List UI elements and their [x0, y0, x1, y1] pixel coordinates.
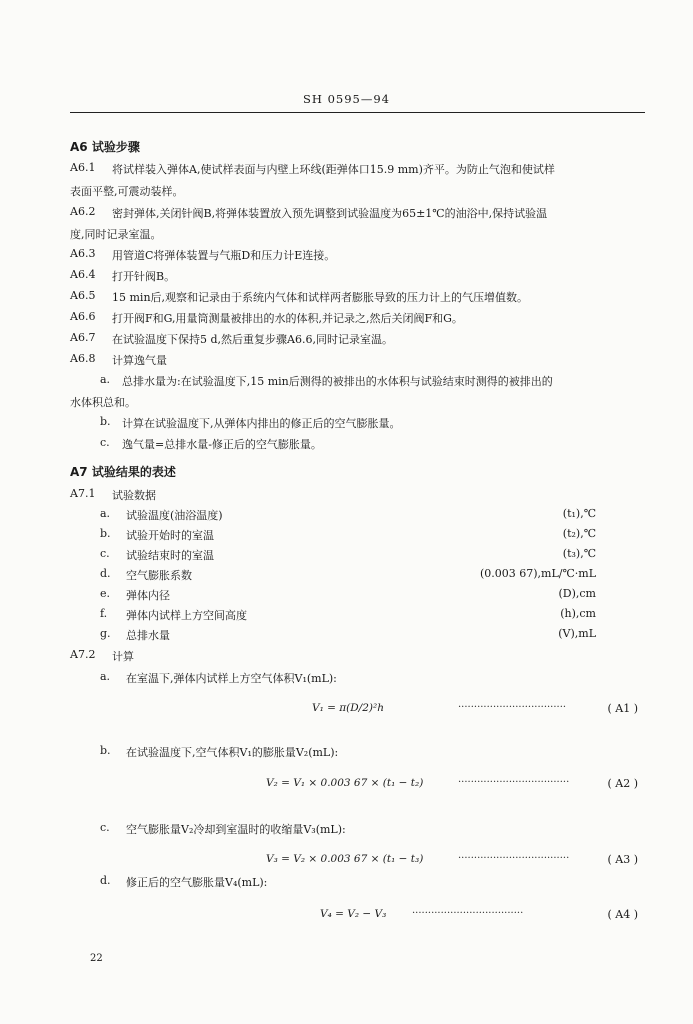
step-a6-1-num: A6.1 [70, 161, 96, 174]
step-a6-4-text: 打开针阀B。 [112, 270, 176, 283]
data-unit-b: (t₂),℃ [562, 527, 596, 540]
data-unit-e: (D),cm [558, 587, 596, 600]
header-rule [70, 112, 645, 113]
formula-a1: V₁ = π(D/2)²h [312, 702, 384, 714]
data-letter-e: e. [100, 587, 111, 600]
data-name-b: 试验开始时的室温 [126, 529, 214, 542]
page-number: 22 [90, 953, 103, 964]
data-name-c: 试验结束时的室温 [126, 549, 214, 562]
formula-a3-leader: ··································· [458, 853, 570, 864]
a7-1-num: A7.1 [70, 487, 96, 500]
data-letter-g: g. [100, 627, 111, 640]
step-a6-6-num: A6.6 [70, 310, 96, 323]
step-a6-3-text: 用管道C将弹体装置与气瓶D和压力计E连接。 [112, 249, 336, 262]
data-name-d: 空气膨胀系数 [126, 569, 192, 582]
data-letter-a: a. [100, 507, 111, 520]
calc-c-text: 空气膨胀量V₂冷却到室温时的收缩量V₃(mL): [126, 823, 346, 836]
calc-b-letter: b. [100, 744, 111, 757]
document-code-header: SH 0595—94 [303, 92, 390, 106]
sub-c-text: 逸气量=总排水量-修正后的空气膨胀量。 [122, 438, 322, 451]
calc-c-letter: c. [100, 821, 110, 834]
step-a6-8-text: 计算逸气量 [112, 354, 167, 367]
step-a6-2-cont: 度,同时记录室温。 [70, 228, 162, 241]
formula-a3-label: ( A3 ) [607, 853, 638, 866]
a7-2-num: A7.2 [70, 648, 96, 661]
sub-a-text: 总排水量为:在试验温度下,15 min后测得的被排出的水体积与试验结束时测得的被排出的 [122, 375, 553, 388]
calc-d-letter: d. [100, 874, 111, 887]
step-a6-2-num: A6.2 [70, 205, 96, 218]
step-a6-2-text: 密封弹体,关闭针阀B,将弹体装置放入预先调整到试验温度为65±1℃的油浴中,保持试验温 [112, 207, 548, 220]
data-name-e: 弹体内径 [126, 589, 170, 602]
data-unit-d: (0.003 67),mL/℃·mL [479, 567, 596, 580]
data-unit-g: (V),mL [558, 627, 596, 640]
data-name-a: 试验温度(油浴温度) [126, 509, 223, 522]
data-name-f: 弹体内试样上方空间高度 [126, 609, 247, 622]
section-a7-title: A7 试验结果的表述 [70, 465, 176, 479]
data-letter-d: d. [100, 567, 111, 580]
calc-d-text: 修正后的空气膨胀量V₄(mL): [126, 876, 268, 889]
section-a6-title: A6 试验步骤 [70, 140, 140, 154]
sub-a-cont: 水体积总和。 [70, 396, 136, 409]
step-a6-7-num: A6.7 [70, 331, 96, 344]
sub-a-letter: a. [100, 373, 111, 386]
calc-a-letter: a. [100, 670, 111, 683]
formula-a4: V₄ = V₂ − V₃ [320, 908, 387, 920]
formula-a1-label: ( A1 ) [607, 702, 638, 715]
step-a6-8-num: A6.8 [70, 352, 96, 365]
step-a6-1-text: 将试样装入弹体A,使试样表面与内壁上环线(距弹体口15.9 mm)齐平。为防止气泡和使试样 [112, 163, 555, 176]
step-a6-5-text: 15 min后,观察和记录由于系统内气体和试样两者膨胀导致的压力计上的气压增值数。 [112, 291, 529, 304]
formula-a3: V₃ = V₂ × 0.003 67 × (t₁ − t₃) [266, 853, 424, 865]
formula-a2-leader: ··································· [458, 777, 570, 788]
step-a6-1-cont: 表面平整,可震动装样。 [70, 185, 184, 198]
formula-a2: V₂ = V₁ × 0.003 67 × (t₁ − t₂) [266, 777, 424, 789]
step-a6-6-text: 打开阀F和G,用量筒测量被排出的水的体积,并记录之,然后关闭阀F和G。 [112, 312, 463, 325]
step-a6-7-text: 在试验温度下保持5 d,然后重复步骤A6.6,同时记录室温。 [112, 333, 393, 346]
data-unit-a: (t₁),℃ [562, 507, 596, 520]
step-a6-5-num: A6.5 [70, 289, 96, 302]
formula-a4-label: ( A4 ) [607, 908, 638, 921]
formula-a1-leader: ·································· [458, 702, 567, 713]
step-a6-4-num: A6.4 [70, 268, 96, 281]
a7-1-text: 试验数据 [112, 489, 156, 502]
data-letter-b: b. [100, 527, 111, 540]
data-letter-c: c. [100, 547, 110, 560]
sub-b-letter: b. [100, 415, 111, 428]
sub-b-text: 计算在试验温度下,从弹体内排出的修正后的空气膨胀量。 [122, 417, 401, 430]
data-letter-f: f. [100, 607, 108, 620]
formula-a4-leader: ··································· [412, 908, 524, 919]
data-unit-f: (h),cm [560, 607, 596, 620]
step-a6-3-num: A6.3 [70, 247, 96, 260]
calc-b-text: 在试验温度下,空气体积V₁的膨胀量V₂(mL): [126, 746, 339, 759]
calc-a-text: 在室温下,弹体内试样上方空气体积V₁(mL): [126, 672, 337, 685]
data-name-g: 总排水量 [126, 629, 170, 642]
sub-c-letter: c. [100, 436, 110, 449]
formula-a2-label: ( A2 ) [607, 777, 638, 790]
a7-2-text: 计算 [112, 650, 134, 663]
data-unit-c: (t₃),℃ [562, 547, 596, 560]
